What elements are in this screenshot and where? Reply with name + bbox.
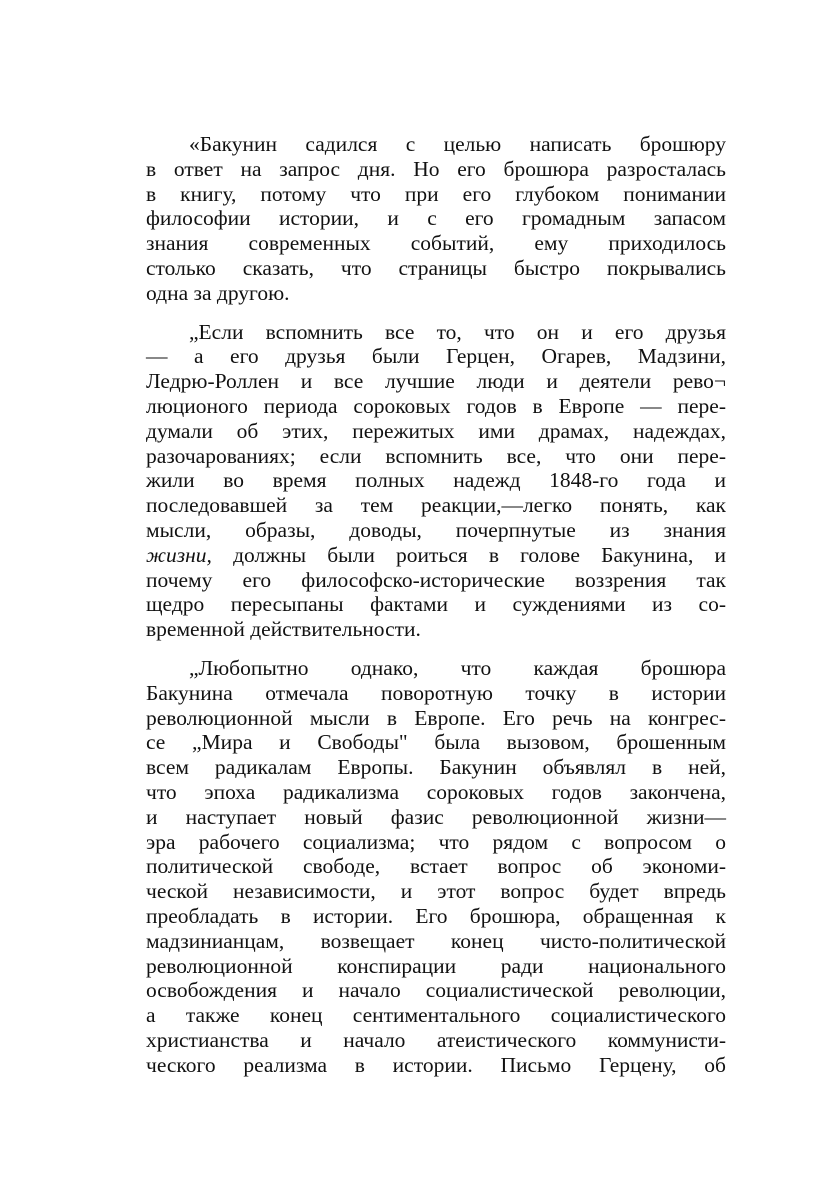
text-line: революционной мысли в Европе. Его речь на конгрес- bbox=[146, 705, 726, 730]
paragraph-3 bbox=[146, 656, 726, 1078]
text-line: почему его философско-исторические воззрения так bbox=[146, 567, 726, 592]
text-line: последовавшей за тем реакции,—легко понять, как bbox=[146, 493, 726, 518]
text-line: ческого реализма в истории. Письмо Герцену, об bbox=[146, 1052, 726, 1077]
text-line: мадзинианцам, возвещает конец чисто-политической bbox=[146, 928, 726, 953]
text-line: ческой независимости, и этот вопрос будет впредь bbox=[146, 879, 726, 904]
text-line: Бакунина отмечала поворотную точку в истории bbox=[146, 680, 726, 705]
text-line: философии истории, и с его громадным запасом bbox=[146, 206, 726, 231]
text-line-rest: должны были роиться в голове Бакунина, и bbox=[233, 542, 726, 567]
text-line: временной действительности. bbox=[146, 617, 421, 642]
text-line: эра рабочего социализма; что рядом с вопросом о bbox=[146, 829, 726, 854]
text-line: люционого периода сороковых годов в Европе — пере- bbox=[146, 393, 726, 418]
text-line: жили во время полных надежд 1848-го года и bbox=[146, 468, 726, 493]
text-line: в книгу, потому что при его глубоком понимании bbox=[146, 181, 726, 206]
text-line: — а его друзья были Герцен, Огарев, Мадзини, bbox=[146, 344, 726, 369]
text-line: политической свободе, встает вопрос об экономи- bbox=[146, 854, 726, 879]
text-line: а также конец сентиментального социалистического bbox=[146, 1003, 726, 1028]
italic-word: жизни, bbox=[146, 542, 212, 567]
text-line: одна за другою. bbox=[146, 280, 290, 305]
text-line: мысли, образы, доводы, почерпнутые из знания bbox=[146, 517, 726, 542]
text-line: „Любопытно однако, что каждая брошюра bbox=[189, 655, 726, 680]
text-line: разочарованиях; если вспомнить все, что они пере- bbox=[146, 443, 726, 468]
text-line: думали об этих, пережитых ими драмах, надеждах, bbox=[146, 418, 726, 443]
text-line: и наступает новый фазис революционной жизни— bbox=[146, 804, 726, 829]
text-line: «Бакунин садился с целью написать брошюру bbox=[189, 132, 726, 156]
text-line: знания современных событий, ему приходилось bbox=[146, 231, 726, 256]
paragraph-1 bbox=[146, 132, 726, 306]
text-line-with-italic bbox=[146, 543, 726, 568]
text-line: „Если вспомнить все то, что он и его друзья bbox=[189, 319, 726, 344]
text-line: христианства и начало атеистического коммунисти- bbox=[146, 1027, 726, 1052]
text-line: что эпоха радикализма сороковых годов закончена, bbox=[146, 779, 726, 804]
text-line: се „Мира и Свободы" была вызовом, брошенным bbox=[146, 730, 726, 755]
text-line: преобладать в истории. Его брошюра, обращенная к bbox=[146, 903, 726, 928]
text-line: всем радикалам Европы. Бакунин объявлял в ней, bbox=[146, 755, 726, 780]
body-text bbox=[146, 132, 726, 1077]
paragraph-2 bbox=[146, 320, 726, 642]
text-line: освобождения и начало социалистической революции, bbox=[146, 978, 726, 1003]
text-line: революционной конспирации ради национального bbox=[146, 953, 726, 978]
text-line: столько сказать, что страницы быстро покрывались bbox=[146, 255, 726, 280]
text-line: щедро пересыпаны фактами и суждениями из со- bbox=[146, 592, 726, 617]
text-line: Ледрю-Роллен и все лучшие люди и деятели рево¬ bbox=[146, 369, 726, 394]
text-line: в ответ на запрос дня. Но его брошюра разросталась bbox=[146, 156, 726, 181]
